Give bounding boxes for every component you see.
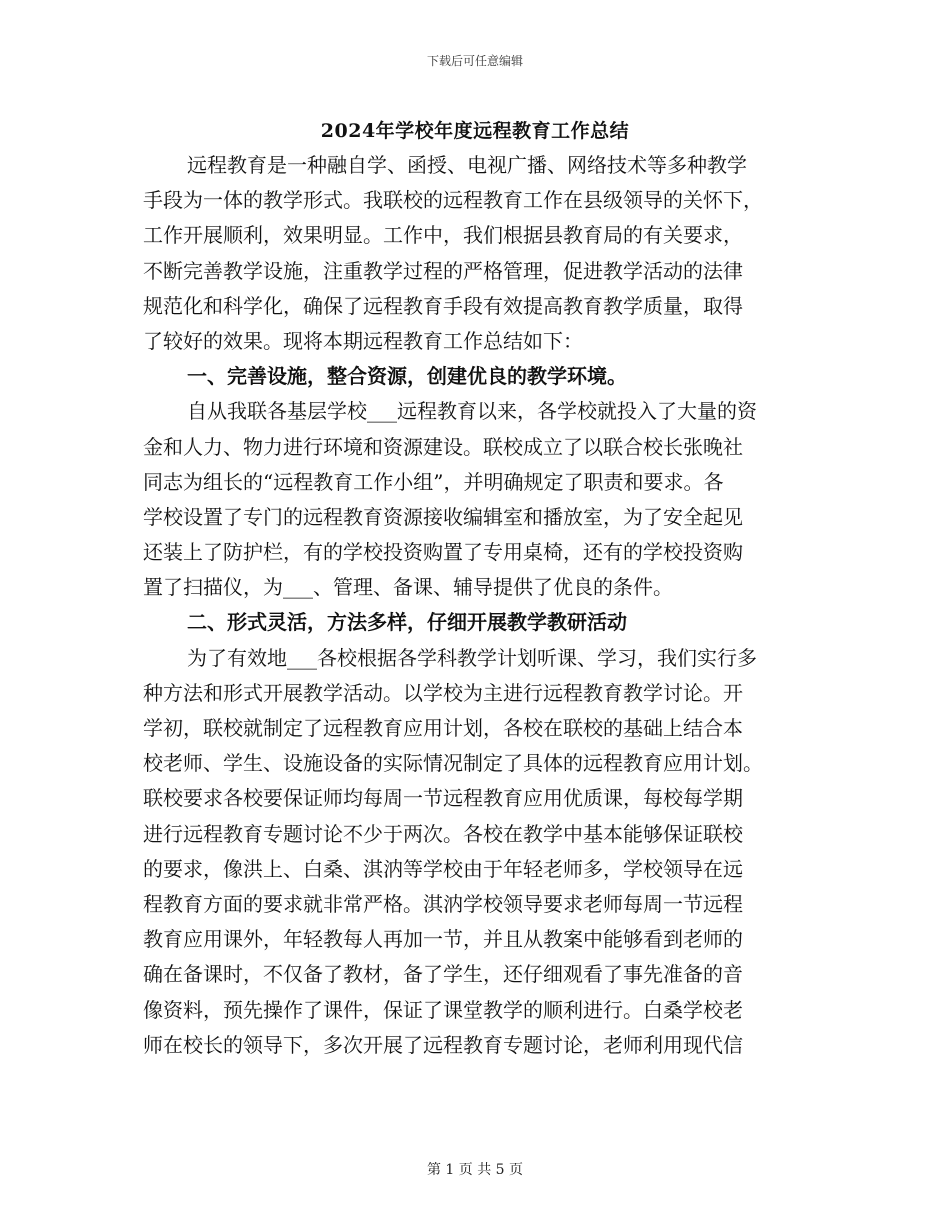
page-number-footer: 第 1 页 共 5 页 (426, 1162, 524, 1178)
paragraph-line: 规范化和科学化，确保了远程教育手段有效提高教育教学质量，取得 (143, 293, 743, 318)
section-heading: 一、完善设施，整合资源，创建优良的教学环境。 (187, 364, 627, 389)
paragraph-line: 同志为组长的“远程教育工作小组”，并明确规定了职责和要求。各 (143, 469, 724, 494)
paragraph-line: 像资料，预先操作了课件，保证了课堂教学的顺利进行。白桑学校老 (143, 997, 743, 1022)
paragraph-line: 校老师、学生、设施设备的实际情况制定了具体的远程教育应用计划。 (143, 751, 763, 776)
document-body (143, 148, 803, 1063)
paragraph-line: 置了扫描仪，为___、管理、备课、辅导提供了优良的条件。 (143, 575, 673, 600)
paragraph-line: 不断完善教学设施，注重教学过程的严格管理，促进教学活动的法律 (143, 258, 743, 283)
paragraph-line: 联校要求各校要保证师均每周一节远程教育应用优质课，每校每学期 (143, 786, 743, 811)
paragraph-line: 金和人力、物力进行环境和资源建设。联校成立了以联合校长张晚社 (143, 434, 743, 459)
paragraph-line: 教育应用课外，年轻教每人再加一节，并且从教案中能够看到老师的 (143, 927, 743, 952)
paragraph-line: 学初，联校就制定了远程教育应用计划，各校在联校的基础上结合本 (143, 716, 743, 740)
paragraph-line: 工作开展顺利，效果明显。工作中，我们根据县教育局的有关要求， (143, 223, 743, 248)
paragraph-line: 手段为一体的教学形式。我联校的远程教育工作在县级领导的关怀下， (143, 188, 763, 213)
paragraph-line: 为了有效地___各校根据各学科教学计划听课、学习，我们实行多 (187, 645, 757, 670)
paragraph-line: 的要求，像洪上、白桑、淇汭等学校由于年轻老师多，学校领导在远 (143, 856, 743, 881)
paragraph-line: 种方法和形式开展教学活动。以学校为主进行远程教育教学讨论。开 (143, 680, 743, 705)
paragraph-line: 还装上了防护栏，有的学校投资购置了专用桌椅，还有的学校投资购 (143, 540, 743, 565)
paragraph-line: 进行远程教育专题讨论不少于两次。各校在教学中基本能够保证联校 (143, 821, 743, 846)
paragraph-line: 确在备课时，不仅备了教材，备了学生，还仔细观看了事先准备的音 (143, 962, 743, 987)
document-title: 2024年学校年度远程教育工作总结 (320, 120, 630, 142)
section-heading: 二、形式灵活，方法多样，仔细开展教学教研活动 (187, 610, 627, 635)
paragraph-line: 程教育方面的要求就非常严格。淇汭学校领导要求老师每周一节远程 (143, 891, 743, 916)
paragraph-line: 学校设置了专门的远程教育资源接收编辑室和播放室，为了安全起见 (143, 504, 743, 529)
paragraph-line: 师在校长的领导下，多次开展了远程教育专题讨论，老师利用现代信 (143, 1032, 743, 1057)
paragraph-line: 了较好的效果。现将本期远程教育工作总结如下： (143, 328, 583, 353)
page-header-note: 下载后可任意编辑 (426, 54, 523, 68)
paragraph-line: 自从我联各基层学校___远程教育以来，各学校就投入了大量的资 (187, 399, 757, 424)
paragraph-line: 远程教育是一种融自学、函授、电视广播、网络技术等多种教学 (187, 153, 747, 177)
